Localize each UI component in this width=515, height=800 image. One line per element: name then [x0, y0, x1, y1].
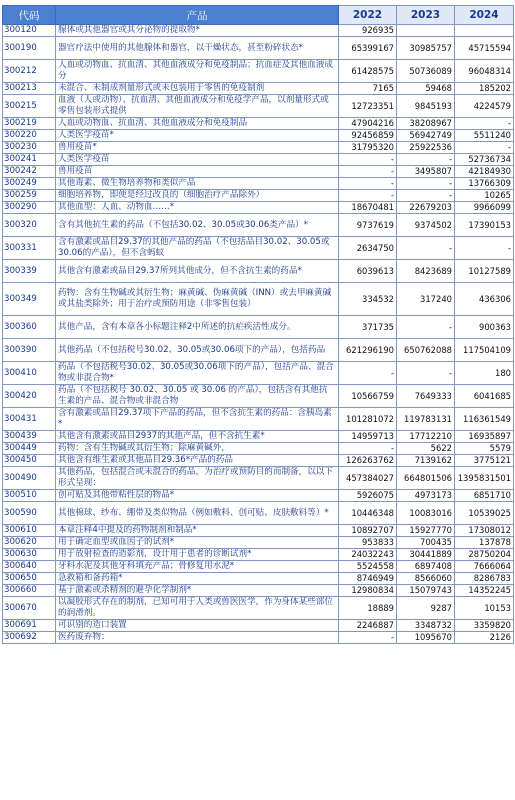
value-2022-cell: 2246887 [339, 620, 397, 632]
value-2022-cell: 10446348 [339, 502, 397, 525]
table-row [3, 214, 514, 237]
hs-code-cell: 300510 [3, 490, 56, 502]
table-row [3, 237, 514, 260]
value-2023-cell: 9287 [397, 597, 455, 620]
value-2023-cell: 650762088 [397, 339, 455, 362]
table-row [3, 443, 514, 455]
value-2023-cell: 9374502 [397, 214, 455, 237]
table-row [3, 154, 514, 166]
hs-code-cell: 300660 [3, 585, 56, 597]
value-2024-cell: 3359820 [455, 620, 514, 632]
value-2022-cell: 10892707 [339, 525, 397, 537]
value-2023-cell: 22679203 [397, 202, 455, 214]
value-2023-cell: 119783131 [397, 408, 455, 431]
table-row [3, 202, 514, 214]
product-description-cell: 其他血型：人血、动物血……* [56, 202, 339, 214]
value-2024-cell: 9966099 [455, 202, 514, 214]
hs-code-cell: 300220 [3, 130, 56, 142]
value-2023-cell: 30441889 [397, 549, 455, 561]
value-2022-cell: - [339, 166, 397, 178]
value-2023-cell: - [397, 178, 455, 190]
value-2022-cell: - [339, 632, 397, 644]
table-row [3, 490, 514, 502]
value-2024-cell: 1395831501 [455, 467, 514, 490]
value-2023-cell: 56942749 [397, 130, 455, 142]
product-description-cell: 人类医学疫苗 [56, 154, 339, 166]
value-2022-cell: - [339, 190, 397, 202]
product-description-cell: 药品（不包括税号 30.02、30.05 或 30.06 的产品），包括含有其他抗生素的产品、混合物或非混合物 [56, 385, 339, 408]
hs-code-cell: 300390 [3, 339, 56, 362]
product-description-cell: 血液（人或动物）、抗血清、其他血液成分和免疫学产品，以剂量形式或零售包装形式提供 [56, 95, 339, 118]
product-description-cell: 药品（不包括税号30.02、30.05或30.06项下的产品），包括产品、混合物或非混合物* [56, 362, 339, 385]
value-2023-cell: - [397, 316, 455, 339]
hs-code-cell: 300630 [3, 549, 56, 561]
value-2022-cell: 5524558 [339, 561, 397, 573]
hs-code-cell: 300670 [3, 597, 56, 620]
hs-code-cell: 300610 [3, 525, 56, 537]
product-description-cell: 基于激素或杀精剂的避孕化学制剂* [56, 585, 339, 597]
hs-code-cell: 300212 [3, 60, 56, 83]
hs-code-cell: 300431 [3, 408, 56, 431]
table-row [3, 362, 514, 385]
product-description-cell: 其他含有维生素或其他品目29.36*产品的药品 [56, 455, 339, 467]
table-row [3, 467, 514, 490]
value-2022-cell: 92456859 [339, 130, 397, 142]
table-row [3, 408, 514, 431]
table-row [3, 549, 514, 561]
value-2022-cell: 5926075 [339, 490, 397, 502]
value-2024-cell: 52736734 [455, 154, 514, 166]
product-description-cell: 其他棉球、纱布、绷带及类似物品（例如敷料、创可贴、皮肤敷料等）* [56, 502, 339, 525]
value-2024-cell: 117504109 [455, 339, 514, 362]
table-row [3, 632, 514, 644]
hs-code-cell: 300249 [3, 178, 56, 190]
value-2024-cell: 17390153 [455, 214, 514, 237]
value-2024-cell: 180 [455, 362, 514, 385]
table-row [3, 525, 514, 537]
value-2023-cell: 30985757 [397, 37, 455, 60]
value-2024-cell: 13766309 [455, 178, 514, 190]
product-description-cell: 人血或动物血、抗血清、其他血液成分和免疫制品；抗血症及其他血液成分 [56, 60, 339, 83]
value-2024-cell: 6041685 [455, 385, 514, 408]
hs-code-cell: 300241 [3, 154, 56, 166]
product-description-cell: 细胞培养物，即使是经过改良的（细胞治疗产品除外） [56, 190, 339, 202]
value-2023-cell: 1095670 [397, 632, 455, 644]
value-2023-cell: 700435 [397, 537, 455, 549]
table-row [3, 455, 514, 467]
value-2022-cell: 457384027 [339, 467, 397, 490]
value-2024-cell: 3775121 [455, 455, 514, 467]
value-2022-cell: 18670481 [339, 202, 397, 214]
product-description-cell: 其他药品（不包括税号30.02、30.05或30.06项下的产品），包括药品 [56, 339, 339, 362]
value-2024-cell: 5511240 [455, 130, 514, 142]
hs-code-cell: 300331 [3, 237, 56, 260]
hs-code-cell: 300420 [3, 385, 56, 408]
table-row [3, 95, 514, 118]
hs-code-cell: 300230 [3, 142, 56, 154]
table-row [3, 37, 514, 60]
hs-code-cell: 300590 [3, 502, 56, 525]
header-year-2024: 2024 [455, 6, 514, 25]
value-2023-cell: 15079743 [397, 585, 455, 597]
value-2022-cell: 18889 [339, 597, 397, 620]
table-row [3, 142, 514, 154]
table-row [3, 283, 514, 316]
hs-code-cell: 300439 [3, 431, 56, 443]
value-2022-cell: 14959713 [339, 431, 397, 443]
product-description-cell: 含有其他抗生素的药品（不包括30.02、30.05或30.06类产品）* [56, 214, 339, 237]
hs-code-cell: 300650 [3, 573, 56, 585]
value-2024-cell: 4224579 [455, 95, 514, 118]
hs-code-cell: 300215 [3, 95, 56, 118]
value-2022-cell: - [339, 362, 397, 385]
value-2022-cell: 371735 [339, 316, 397, 339]
value-2023-cell: 3348732 [397, 620, 455, 632]
value-2022-cell: 7165 [339, 83, 397, 95]
value-2024-cell: 42184930 [455, 166, 514, 178]
hs-code-cell: 300449 [3, 443, 56, 455]
table-row [3, 431, 514, 443]
value-2024-cell: 900363 [455, 316, 514, 339]
value-2024-cell: 28750204 [455, 549, 514, 561]
value-2024-cell: 5579 [455, 443, 514, 455]
product-description-cell: 人血或动物血、抗血清、其他血液成分和免疫制品 [56, 118, 339, 130]
value-2023-cell: 3495807 [397, 166, 455, 178]
table-row [3, 60, 514, 83]
value-2023-cell: 7139162 [397, 455, 455, 467]
hs-code-cell: 300213 [3, 83, 56, 95]
value-2022-cell: 6039613 [339, 260, 397, 283]
product-description-cell: 药物：含有生物碱或其衍生物；麻黄碱、伪麻黄碱（INN）或去甲麻黄碱或其盐类除外；用于治疗或预防用途（非零售包装） [56, 283, 339, 316]
product-description-cell: 兽用疫苗 [56, 166, 339, 178]
value-2024-cell: 10153 [455, 597, 514, 620]
hs-code-cell: 300490 [3, 467, 56, 490]
value-2024-cell: 436306 [455, 283, 514, 316]
value-2024-cell: 2126 [455, 632, 514, 644]
value-2024-cell: 17308012 [455, 525, 514, 537]
hs-code-cell: 300219 [3, 118, 56, 130]
table-row [3, 385, 514, 408]
table-row [3, 260, 514, 283]
value-2023-cell: 317240 [397, 283, 455, 316]
hs-code-cell: 300259 [3, 190, 56, 202]
product-description-cell: 含有激素或品目29.37项下产品的药品，但不含抗生素的药品：含胰岛素* [56, 408, 339, 431]
value-2023-cell: 59468 [397, 83, 455, 95]
table-row [3, 573, 514, 585]
value-2023-cell: 5622 [397, 443, 455, 455]
product-description-cell: 其他产品，含有本章各小标题注释2中所述的抗疟疾活性成分。 [56, 316, 339, 339]
header-code: 代码 [3, 6, 56, 25]
value-2024-cell: 185202 [455, 83, 514, 95]
value-2024-cell: 16935897 [455, 431, 514, 443]
product-description-cell: 急救箱和备药箱* [56, 573, 339, 585]
product-description-cell: 用于放射检查的造影剂，设计用于患者的诊断试剂* [56, 549, 339, 561]
header-year-2023: 2023 [397, 6, 455, 25]
product-description-cell: 创可贴及其他带粘性层的物品* [56, 490, 339, 502]
hs-code-cell: 300190 [3, 37, 56, 60]
value-2024-cell: 45715594 [455, 37, 514, 60]
table-row [3, 316, 514, 339]
hs-code-cell: 300349 [3, 283, 56, 316]
product-description-cell: 未混合、未制成剂量形式或未包装用于零售的免疫制剂 [56, 83, 339, 95]
value-2022-cell: 65399167 [339, 37, 397, 60]
value-2023-cell: - [397, 190, 455, 202]
product-description-cell: 药物：含有生物碱或其衍生物；除麻黄碱外， [56, 443, 339, 455]
value-2024-cell: 7666064 [455, 561, 514, 573]
value-2022-cell: 24032243 [339, 549, 397, 561]
value-2023-cell: 25922536 [397, 142, 455, 154]
value-2023-cell: - [397, 237, 455, 260]
value-2024-cell: - [455, 142, 514, 154]
value-2022-cell: 334532 [339, 283, 397, 316]
value-2022-cell: 2634750 [339, 237, 397, 260]
value-2023-cell: 17712210 [397, 431, 455, 443]
product-description-cell: 以凝胶形式存在的制剂，已知可用于人类或兽医医学，作为身体某些部位的润滑剂。 [56, 597, 339, 620]
value-2024-cell: 6851710 [455, 490, 514, 502]
value-2022-cell: 8746949 [339, 573, 397, 585]
value-2024-cell: 8286783 [455, 573, 514, 585]
value-2022-cell: 953833 [339, 537, 397, 549]
value-2022-cell: 12723351 [339, 95, 397, 118]
header-year-2022: 2022 [339, 6, 397, 25]
table-row [3, 537, 514, 549]
product-description-cell: 用于确定血型或血因子的试剂* [56, 537, 339, 549]
product-description-cell: 腺体或其他器官或其分泌物的提取物* [56, 25, 339, 37]
table-row [3, 339, 514, 362]
value-2023-cell: 6897408 [397, 561, 455, 573]
hs-code-cell: 300320 [3, 214, 56, 237]
value-2022-cell: 61428575 [339, 60, 397, 83]
hs-code-cell: 300290 [3, 202, 56, 214]
product-description-cell: 其他毒素、微生物培养物和类似产品 [56, 178, 339, 190]
value-2023-cell: 38208967 [397, 118, 455, 130]
value-2022-cell: - [339, 154, 397, 166]
value-2024-cell: 116361549 [455, 408, 514, 431]
hs-code-cell: 300339 [3, 260, 56, 283]
table-row [3, 190, 514, 202]
value-2022-cell: 12980834 [339, 585, 397, 597]
data-table-container [2, 5, 513, 644]
product-description-cell: 其他含有激素或品目29.37所列其他成分，但不含抗生素的药品* [56, 260, 339, 283]
value-2023-cell: 4973173 [397, 490, 455, 502]
product-description-cell: 可识别的造口装置 [56, 620, 339, 632]
product-description-cell: 其他药品，包括混合或未混合的药品，为治疗或预防目的而制备，以以下形式呈现： [56, 467, 339, 490]
value-2022-cell: 31795320 [339, 142, 397, 154]
value-2022-cell: - [339, 178, 397, 190]
value-2023-cell: 7649333 [397, 385, 455, 408]
hs-code-cell: 300242 [3, 166, 56, 178]
trade-data-table [2, 5, 514, 644]
value-2023-cell: 15927770 [397, 525, 455, 537]
value-2022-cell: 9737619 [339, 214, 397, 237]
value-2023-cell: 664801506 [397, 467, 455, 490]
product-description-cell: 其他含有激素或品目2937的其他产品，但不含抗生素* [56, 431, 339, 443]
value-2023-cell: 8566060 [397, 573, 455, 585]
value-2024-cell [455, 25, 514, 37]
value-2024-cell: 96048314 [455, 60, 514, 83]
table-row [3, 166, 514, 178]
hs-code-cell: 300360 [3, 316, 56, 339]
table-row [3, 25, 514, 37]
table-row [3, 561, 514, 573]
product-description-cell: 人类医学疫苗* [56, 130, 339, 142]
value-2022-cell: 926935 [339, 25, 397, 37]
product-description-cell: 医药废弃物： [56, 632, 339, 644]
table-row [3, 620, 514, 632]
value-2023-cell [397, 25, 455, 37]
hs-code-cell: 300410 [3, 362, 56, 385]
value-2024-cell: - [455, 118, 514, 130]
value-2023-cell: 9845193 [397, 95, 455, 118]
table-row [3, 502, 514, 525]
hs-code-cell: 300450 [3, 455, 56, 467]
product-description-cell: 含有激素或品目29.37的其他产品的药品（不包括品目30.02、30.05或30.06的产品），但不含蚂蚁 [56, 237, 339, 260]
value-2024-cell: 137878 [455, 537, 514, 549]
header-product: 产品 [56, 6, 339, 25]
value-2022-cell: 126263762 [339, 455, 397, 467]
value-2022-cell: 10566759 [339, 385, 397, 408]
value-2024-cell: - [455, 237, 514, 260]
value-2022-cell: 101281072 [339, 408, 397, 431]
table-row [3, 118, 514, 130]
value-2023-cell: 10083016 [397, 502, 455, 525]
value-2022-cell: 621296190 [339, 339, 397, 362]
header-row [3, 6, 514, 25]
table-row [3, 178, 514, 190]
hs-code-cell: 300640 [3, 561, 56, 573]
product-description-cell: 本章注释4中提及的药物制剂和制品* [56, 525, 339, 537]
product-description-cell: 牙科水泥及其他牙科填充产品；骨修复用水泥* [56, 561, 339, 573]
hs-code-cell: 300692 [3, 632, 56, 644]
value-2022-cell: - [339, 443, 397, 455]
value-2023-cell: - [397, 362, 455, 385]
value-2023-cell: - [397, 154, 455, 166]
value-2024-cell: 10539025 [455, 502, 514, 525]
value-2023-cell: 8423689 [397, 260, 455, 283]
product-description-cell: 器官疗法中使用的其他腺体和器官，以干燥状态，甚至粉碎状态* [56, 37, 339, 60]
table-row [3, 597, 514, 620]
table-row [3, 130, 514, 142]
hs-code-cell: 300620 [3, 537, 56, 549]
value-2024-cell: 10127589 [455, 260, 514, 283]
table-row [3, 83, 514, 95]
value-2022-cell: 47904216 [339, 118, 397, 130]
hs-code-cell: 300120 [3, 25, 56, 37]
hs-code-cell: 300691 [3, 620, 56, 632]
table-row [3, 585, 514, 597]
product-description-cell: 兽用疫苗* [56, 142, 339, 154]
value-2024-cell: 14352245 [455, 585, 514, 597]
value-2024-cell: 10265 [455, 190, 514, 202]
value-2023-cell: 50736089 [397, 60, 455, 83]
